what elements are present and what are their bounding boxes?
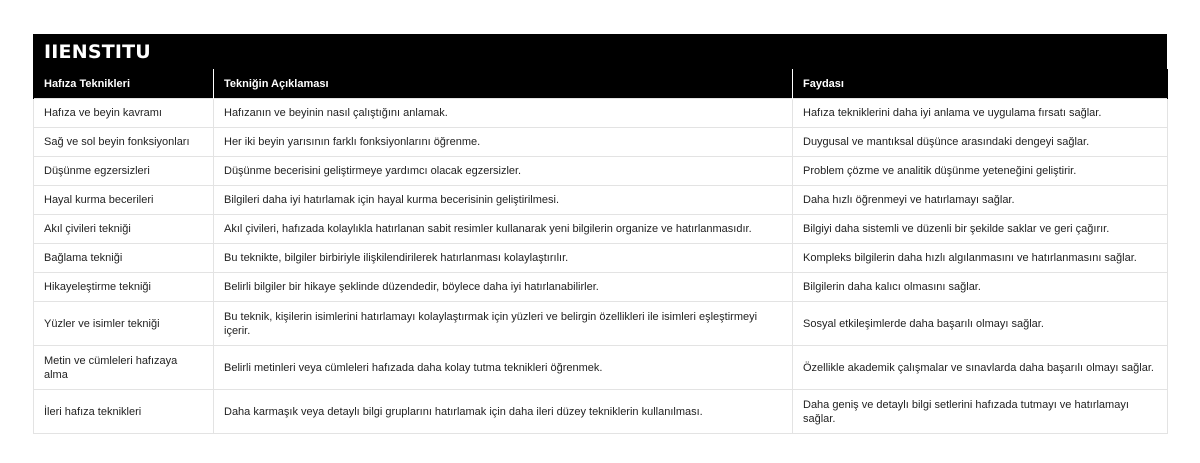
- benefit-cell: Kompleks bilgilerin daha hızlı algılanmasını ve hatırlanmasını sağlar.: [793, 244, 1168, 273]
- column-header-technique: Hafıza Teknikleri: [34, 69, 214, 99]
- technique-cell: Bağlama tekniği: [34, 244, 214, 273]
- description-cell: Bu teknikte, bilgiler birbiriyle ilişkilendirilerek hatırlanması kolaylaştırılır.: [214, 244, 793, 273]
- benefit-cell: Bilgilerin daha kalıcı olmasını sağlar.: [793, 273, 1168, 302]
- technique-cell: Düşünme egzersizleri: [34, 157, 214, 186]
- description-cell: Düşünme becerisini geliştirmeye yardımcı olacak egzersizler.: [214, 157, 793, 186]
- table-row: [34, 186, 1168, 215]
- brand-header: [33, 34, 1167, 69]
- technique-cell: Yüzler ve isimler tekniği: [34, 302, 214, 346]
- technique-cell: Sağ ve sol beyin fonksiyonları: [34, 128, 214, 157]
- description-cell: Belirli bilgiler bir hikaye şeklinde düzendedir, böylece daha iyi hatırlanabilirler.: [214, 273, 793, 302]
- technique-cell: Hikayeleştirme tekniği: [34, 273, 214, 302]
- description-cell: Bu teknik, kişilerin isimlerini hatırlamayı kolaylaştırmak için yüzleri ve belirgin özellikleri ile isimleri eşleştirmeyi içerir.: [214, 302, 793, 346]
- table-header-row: [34, 69, 1168, 99]
- benefit-cell: Daha geniş ve detaylı bilgi setlerini hafızada tutmayı ve hatırlamayı sağlar.: [793, 390, 1168, 434]
- description-cell: Belirli metinleri veya cümleleri hafızada daha kolay tutma teknikleri öğrenmek.: [214, 346, 793, 390]
- technique-cell: Metin ve cümleleri hafızaya alma: [34, 346, 214, 390]
- table-row: [34, 244, 1168, 273]
- technique-cell: İleri hafıza teknikleri: [34, 390, 214, 434]
- technique-cell: Hafıza ve beyin kavramı: [34, 99, 214, 128]
- benefit-cell: Sosyal etkileşimlerde daha başarılı olmayı sağlar.: [793, 302, 1168, 346]
- table-row: [34, 128, 1168, 157]
- technique-cell: Hayal kurma becerileri: [34, 186, 214, 215]
- table-row: [34, 346, 1168, 390]
- brand-title: IIENSTITU: [44, 40, 151, 63]
- technique-cell: Akıl çivileri tekniği: [34, 215, 214, 244]
- table-row: [34, 215, 1168, 244]
- benefit-cell: Özellikle akademik çalışmalar ve sınavlarda daha başarılı olmayı sağlar.: [793, 346, 1168, 390]
- description-cell: Bilgileri daha iyi hatırlamak için hayal kurma becerisinin geliştirilmesi.: [214, 186, 793, 215]
- column-header-description: Tekniğin Açıklaması: [214, 69, 793, 99]
- table-row: [34, 99, 1168, 128]
- description-cell: Daha karmaşık veya detaylı bilgi gruplarını hatırlamak için daha ileri düzey tekniklerin kullanılması.: [214, 390, 793, 434]
- table-row: [34, 302, 1168, 346]
- benefit-cell: Problem çözme ve analitik düşünme yeteneğini geliştirir.: [793, 157, 1168, 186]
- column-header-benefit: Faydası: [793, 69, 1168, 99]
- memory-techniques-table: [33, 69, 1168, 434]
- table-row: [34, 157, 1168, 186]
- table-row: [34, 273, 1168, 302]
- benefit-cell: Bilgiyi daha sistemli ve düzenli bir şekilde saklar ve geri çağırır.: [793, 215, 1168, 244]
- benefit-cell: Hafıza tekniklerini daha iyi anlama ve uygulama fırsatı sağlar.: [793, 99, 1168, 128]
- table-row: [34, 390, 1168, 434]
- description-cell: Akıl çivileri, hafızada kolaylıkla hatırlanan sabit resimler kullanarak yeni bilgilerin organize ve hatırlanmasıdır.: [214, 215, 793, 244]
- description-cell: Hafızanın ve beyinin nasıl çalıştığını anlamak.: [214, 99, 793, 128]
- benefit-cell: Daha hızlı öğrenmeyi ve hatırlamayı sağlar.: [793, 186, 1168, 215]
- memory-techniques-table-container: [33, 34, 1167, 434]
- description-cell: Her iki beyin yarısının farklı fonksiyonlarını öğrenme.: [214, 128, 793, 157]
- benefit-cell: Duygusal ve mantıksal düşünce arasındaki dengeyi sağlar.: [793, 128, 1168, 157]
